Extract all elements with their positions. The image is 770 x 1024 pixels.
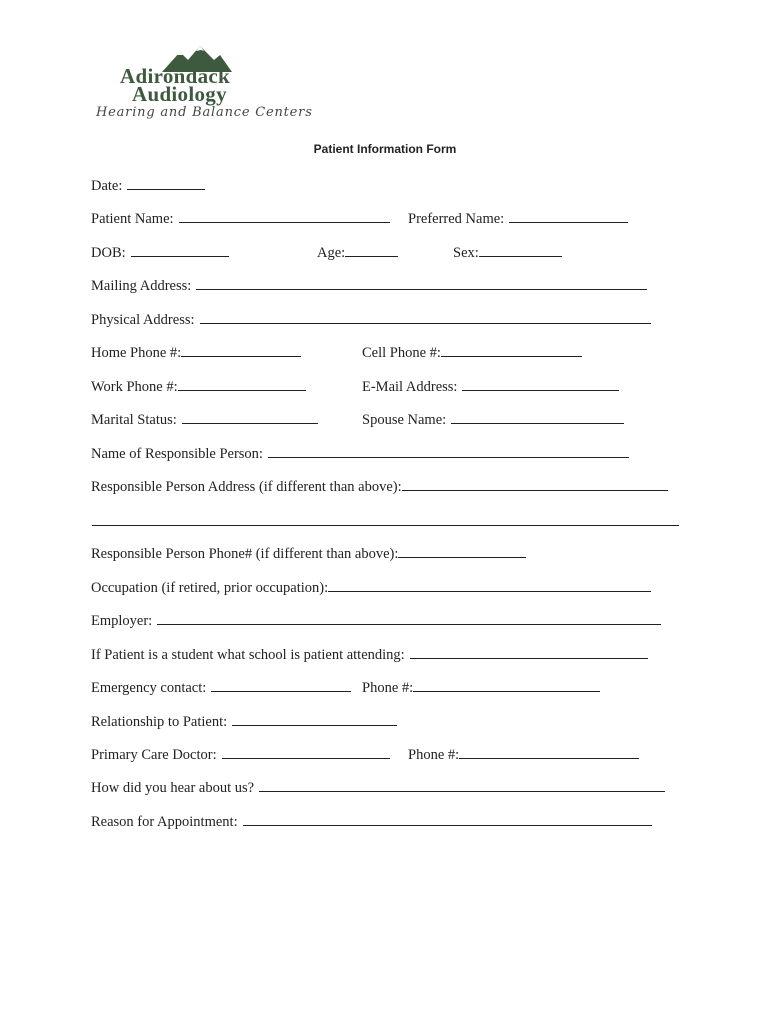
mailing-address-field[interactable]	[196, 276, 647, 290]
sex-row	[453, 243, 562, 262]
cell-phone-field[interactable]	[441, 343, 582, 357]
doctor-phone-field[interactable]	[459, 745, 639, 759]
logo-name-line1: Adirondack	[120, 64, 230, 88]
employer-field[interactable]	[157, 611, 661, 625]
cell-phone-label: Cell Phone #:	[362, 345, 441, 361]
logo-name-line2: Audiology	[132, 82, 227, 106]
reason-label: Reason for Appointment:	[91, 814, 238, 830]
sex-field[interactable]	[479, 243, 562, 257]
preferred-name-label: Preferred Name:	[408, 211, 505, 227]
emergency-contact-label: Emergency contact:	[91, 680, 207, 696]
spouse-name-label: Spouse Name:	[362, 412, 447, 428]
mailing-address-label: Mailing Address:	[91, 278, 192, 294]
preferred-name-row	[408, 209, 628, 228]
date-field[interactable]	[127, 176, 205, 190]
email-field[interactable]	[462, 377, 619, 391]
marital-status-label: Marital Status:	[91, 412, 177, 428]
responsible-person-field[interactable]	[268, 444, 629, 458]
logo-tagline: Hearing and Balance Centers	[96, 105, 313, 120]
emergency-phone-row	[362, 678, 600, 697]
responsible-address-field[interactable]	[402, 477, 668, 491]
primary-doctor-row	[91, 745, 390, 764]
responsible-person-row	[91, 444, 629, 463]
marital-status-field[interactable]	[182, 410, 318, 424]
employer-label: Employer:	[91, 613, 153, 629]
date-label: Date:	[91, 178, 123, 194]
company-logo	[92, 46, 313, 124]
occupation-row	[91, 578, 651, 597]
emergency-contact-field[interactable]	[211, 678, 351, 692]
sex-label: Sex:	[453, 245, 479, 261]
patient-name-field[interactable]	[179, 209, 390, 223]
reason-row	[91, 812, 652, 831]
school-label: If Patient is a student what school is patient attending:	[91, 647, 405, 663]
responsible-address-row	[91, 477, 668, 496]
spouse-name-field[interactable]	[451, 410, 624, 424]
occupation-field[interactable]	[328, 578, 651, 592]
hear-about-row	[91, 778, 665, 797]
relationship-row	[91, 712, 397, 731]
employer-row	[91, 611, 661, 630]
primary-doctor-label: Primary Care Doctor:	[91, 747, 217, 763]
doctor-phone-row	[408, 745, 639, 764]
physical-address-row	[91, 310, 651, 329]
responsible-address-label: Responsible Person Address (if different than above):	[91, 479, 402, 495]
marital-status-row	[91, 410, 318, 429]
age-row	[317, 243, 398, 262]
home-phone-label: Home Phone #:	[91, 345, 182, 361]
dob-label: DOB:	[91, 245, 126, 261]
email-row	[362, 377, 619, 396]
work-phone-field[interactable]	[178, 377, 306, 391]
spouse-name-row	[362, 410, 624, 429]
preferred-name-field[interactable]	[509, 209, 628, 223]
school-field[interactable]	[410, 645, 648, 659]
date-row	[91, 176, 205, 195]
emergency-contact-row	[91, 678, 351, 697]
school-row	[91, 645, 648, 664]
age-field[interactable]	[345, 243, 398, 257]
cell-phone-row	[362, 343, 582, 362]
reason-field[interactable]	[243, 812, 652, 826]
primary-doctor-field[interactable]	[222, 745, 390, 759]
home-phone-row	[91, 343, 301, 362]
doctor-phone-label: Phone #:	[408, 747, 460, 763]
work-phone-label: Work Phone #:	[91, 379, 178, 395]
relationship-field[interactable]	[232, 712, 397, 726]
age-label: Age:	[317, 245, 346, 261]
responsible-person-label: Name of Responsible Person:	[91, 446, 263, 462]
work-phone-row	[91, 377, 306, 396]
hear-about-label: How did you hear about us?	[91, 780, 255, 796]
dob-row	[91, 243, 229, 262]
emergency-phone-field[interactable]	[413, 678, 600, 692]
physical-address-label: Physical Address:	[91, 312, 195, 328]
physical-address-field[interactable]	[200, 310, 651, 324]
dob-field[interactable]	[131, 243, 229, 257]
patient-name-label: Patient Name:	[91, 211, 174, 227]
email-label: E-Mail Address:	[362, 379, 458, 395]
emergency-phone-label: Phone #:	[362, 680, 414, 696]
responsible-phone-field[interactable]	[398, 544, 526, 558]
hear-about-field[interactable]	[259, 778, 665, 792]
relationship-label: Relationship to Patient:	[91, 714, 228, 730]
responsible-address-line2[interactable]	[92, 525, 679, 526]
patient-name-row	[91, 209, 390, 228]
form-title: Patient Information Form	[313, 142, 457, 156]
responsible-phone-label: Responsible Person Phone# (if different than above):	[91, 546, 399, 562]
occupation-label: Occupation (if retired, prior occupation):	[91, 580, 329, 596]
responsible-phone-row	[91, 544, 526, 563]
mailing-address-row	[91, 276, 647, 295]
home-phone-field[interactable]	[181, 343, 301, 357]
